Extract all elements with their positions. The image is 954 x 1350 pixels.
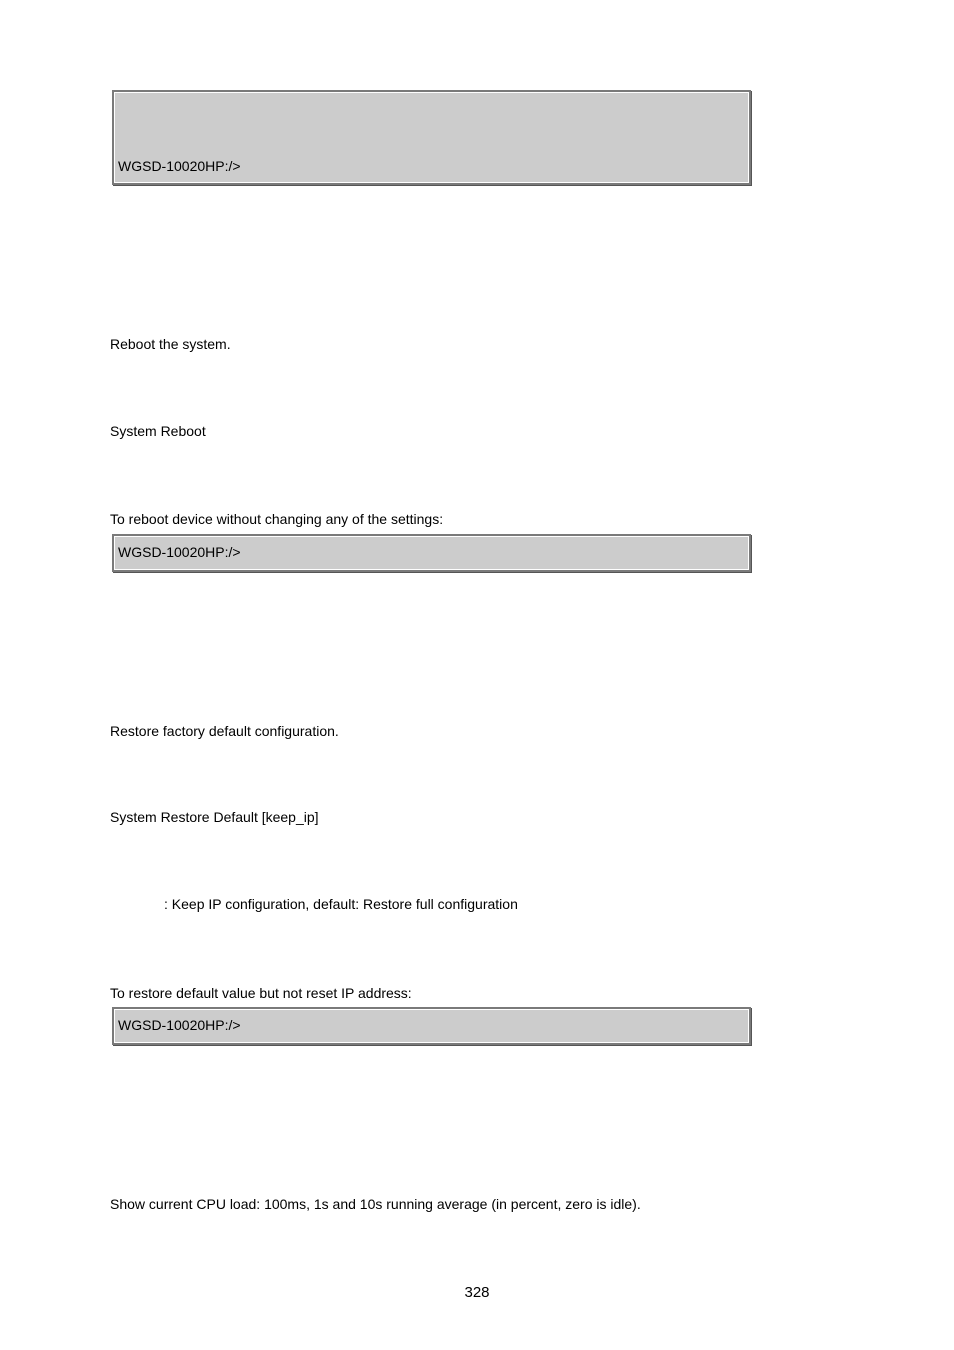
reboot-syntax: System Reboot xyxy=(110,423,206,439)
restore-default-command-box xyxy=(112,1007,751,1045)
restore-default-description: Restore factory default configuration. xyxy=(110,723,339,739)
command-example-box xyxy=(112,90,751,185)
restore-default-example-intro: To restore default value but not reset IP address: xyxy=(110,985,412,1001)
command-prompt: WGSD-10020HP:/> xyxy=(118,158,241,174)
reboot-description: Reboot the system. xyxy=(110,336,231,352)
restore-default-parameter: : Keep IP configuration, default: Restore full configuration xyxy=(164,896,518,912)
reboot-example-intro: To reboot device without changing any of the settings: xyxy=(110,511,444,527)
command-prompt: WGSD-10020HP:/> xyxy=(118,1017,241,1033)
restore-default-syntax: System Restore Default [keep_ip] xyxy=(110,809,319,825)
cpu-load-description: Show current CPU load: 100ms, 1s and 10s running average (in percent, zero is idle). xyxy=(110,1196,641,1212)
command-prompt: WGSD-10020HP:/> xyxy=(118,544,241,560)
page-number: 328 xyxy=(464,1284,490,1301)
reboot-command-box xyxy=(112,534,751,572)
